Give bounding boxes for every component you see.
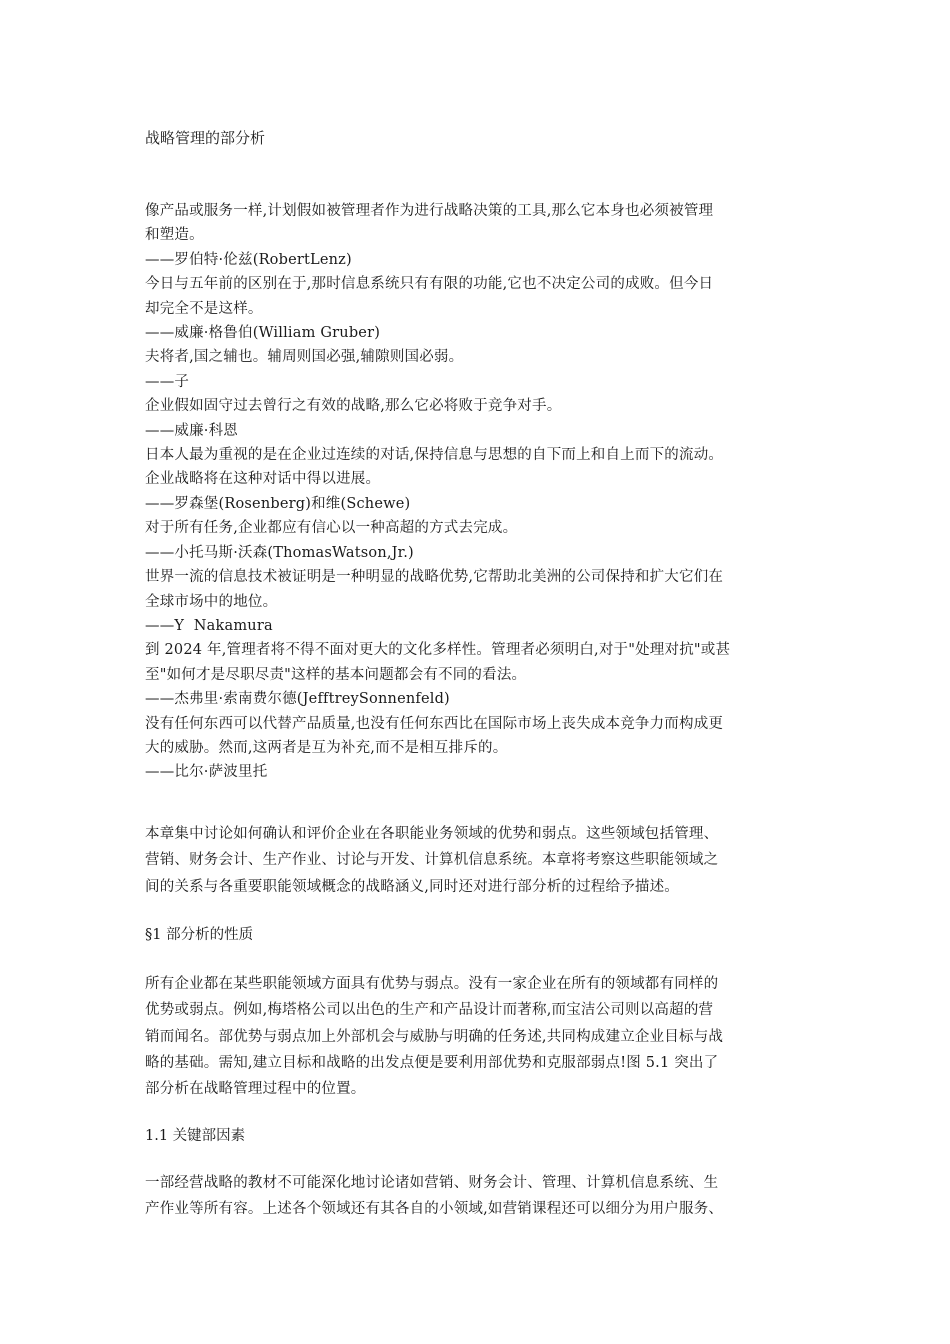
paragraph-line: 销而闻名。部优势与弱点加上外部机会与威胁与明确的任务述,共同构成建立企业目标与战 [145, 1028, 724, 1045]
paragraph-line: 产作业等所有容。上述各个领域还有其各自的小领域,如营销课程还可以细分为用户服务、 [145, 1201, 724, 1218]
subsection-heading: 1.1 关键部因素 [145, 1128, 246, 1144]
subsection-paragraph [145, 1170, 810, 1223]
quote-line: 日本人最为重视的是在企业过连续的对话,保持信息与思想的自下而上和自上而下的流动。 [145, 447, 724, 464]
page-title: 战略管理的部分析 [145, 129, 266, 147]
paragraph-line: 营销、财务会计、生产作业、讨论与开发、计算机信息系统。本章将考察这些职能领域之 [145, 852, 719, 869]
intro-paragraph [145, 821, 810, 900]
quote-author: ——杰弗里·索南费尔德(JefftreySonnenfeld) [145, 691, 450, 708]
paragraph-line: 间的关系与各重要职能领域概念的战略涵义,同时还对进行部分析的过程给予描述。 [145, 878, 680, 895]
quote-author: ——威廉·格鲁伯(William Gruber) [145, 325, 381, 342]
paragraph-line: 略的基础。需知,建立目标和战略的出发点便是要利用部优势和克服部弱点!图 5.1 突出了 [145, 1054, 719, 1071]
quote-author: ——小托马斯·沃森(ThomasWatson,Jr.) [145, 544, 414, 561]
quote-line: 没有任何东西可以代替产品质量,也没有任何东西比在国际市场上丧失成本竞争力而构成更 [145, 715, 724, 732]
quote-author: ——子 [145, 373, 190, 390]
quote-line: 至"如何才是尽职尽责"这样的基本问题都会有不同的看法。 [145, 666, 527, 683]
paragraph-line: 优势或弱点。例如,梅塔格公司以出色的生产和产品设计而著称,而宝洁公司则以高超的营 [145, 1002, 714, 1019]
quote-line: 却完全不是这样。 [145, 300, 263, 317]
quote-line: 和塑造。 [145, 227, 204, 244]
paragraph-line: 一部经营战略的教材不可能深化地讨论诸如营销、财务会计、管理、计算机信息系统、生 [145, 1175, 719, 1191]
section-heading: §1 部分析的性质 [145, 927, 254, 943]
quote-author: ——比尔·萨波里托 [145, 764, 268, 781]
quote-author: ——Y Nakamura [145, 617, 273, 634]
epigraph-quotes [145, 199, 810, 785]
quote-line: 夫将者,国之辅也。辅周则国必强,辅隙则国必弱。 [145, 349, 464, 366]
quote-author: ——罗森堡(Rosenberg)和维(Schewe) [145, 495, 411, 512]
quote-line: 世界一流的信息技术被证明是一种明显的战略优势,它帮助北美洲的公司保持和扩大它们在 [145, 569, 724, 586]
quote-line: 企业假如固守过去曾行之有效的战略,那么它必将败于竞争对手。 [145, 398, 562, 415]
quote-line: 全球市场中的地位。 [145, 593, 278, 610]
section-paragraph [145, 971, 810, 1102]
quote-line: 对于所有任务,企业都应有信心以一种高超的方式去完成。 [145, 520, 518, 537]
quote-line: 到 2024 年,管理者将不得不面对更大的文化多样性。管理者必须明白,对于"处理对抗"或甚 [145, 642, 731, 659]
quote-line: 今日与五年前的区别在于,那时信息系统只有有限的功能,它也不决定公司的成败。但今日 [145, 276, 714, 293]
paragraph-line: 所有企业都在某些职能领域方面具有优势与弱点。没有一家企业在所有的领域都有同样的 [145, 976, 719, 992]
quote-line: 企业战略将在这种对话中得以进展。 [145, 471, 381, 488]
quote-line: 像产品或服务一样,计划假如被管理者作为进行战略决策的工具,那么它本身也必须被管理 [145, 203, 714, 219]
quote-line: 大的威胁。然而,这两者是互为补充,而不是相互排斥的。 [145, 739, 508, 756]
paragraph-line: 本章集中讨论如何确认和评价企业在各职能业务领域的优势和弱点。这些领域包括管理、 [145, 826, 719, 842]
quote-author: ——罗伯特·伦兹(RobertLenz) [145, 251, 352, 268]
paragraph-line: 部分析在战略管理过程中的位置。 [145, 1081, 366, 1098]
quote-author: ——威廉·科恩 [145, 422, 239, 439]
